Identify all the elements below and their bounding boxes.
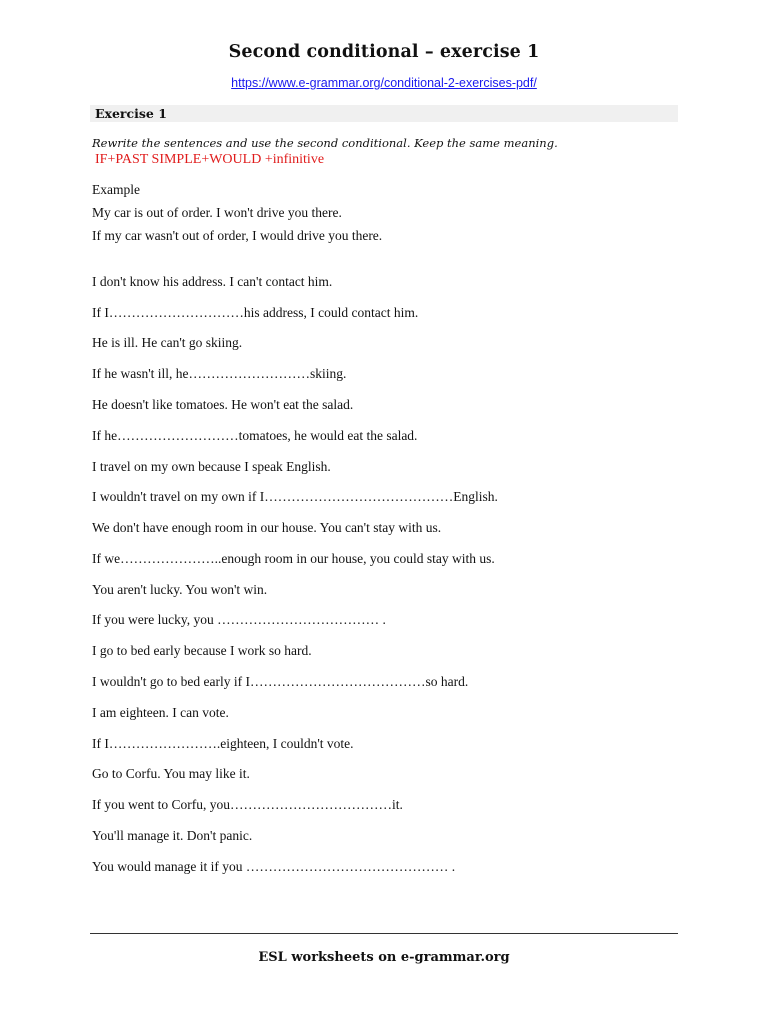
item-9-prompt: Go to Corfu. You may like it.: [92, 766, 250, 781]
item-10-prompt: You'll manage it. Don't panic.: [92, 828, 253, 843]
exercise-heading-bar: [90, 105, 678, 122]
footer-text: ESL worksheets on e-grammar.org: [258, 950, 510, 965]
item-8-answer: If I…………………….eighteen, I couldn't vote.: [92, 736, 354, 751]
example-label: Example: [92, 182, 140, 197]
item-5-prompt: We don't have enough room in our house. You can't stay with us.: [92, 520, 442, 535]
item-4-prompt: I travel on my own because I speak English.: [92, 459, 331, 474]
item-5-answer: If we…………………..enough room in our house, you could stay with us.: [92, 551, 495, 566]
item-9-answer: If you went to Corfu, you………………………………it.: [92, 797, 403, 812]
item-6-prompt: You aren't lucky. You won't win.: [92, 582, 268, 597]
item-3-prompt: He doesn't like tomatoes. He won't eat the salad.: [92, 397, 354, 412]
item-8-prompt: I am eighteen. I can vote.: [92, 705, 229, 720]
example-answer-sentence: If my car wasn't out of order, I would drive you there.: [92, 228, 383, 243]
item-2-prompt: He is ill. He can't go skiing.: [92, 335, 243, 350]
example-original-sentence: My car is out of order. I won't drive you there.: [92, 205, 342, 220]
page-title: Second conditional – exercise 1: [228, 42, 540, 62]
item-6-answer: If you were lucky, you ……………………………… .: [92, 612, 386, 627]
exercise-instruction: Rewrite the sentences and use the second conditional. Keep the same meaning.: [92, 136, 558, 150]
source-link[interactable]: https://www.e-grammar.org/conditional-2-exercises-pdf/: [231, 76, 537, 90]
grammar-formula: IF+PAST SIMPLE+WOULD +infinitive: [95, 152, 325, 167]
item-1-answer: If I…………………………his address, I could contact him.: [92, 305, 419, 320]
footer-divider: [90, 933, 678, 934]
exercise-heading: Exercise 1: [95, 106, 167, 121]
item-10-answer: You would manage it if you ……………………………………… .: [92, 859, 456, 874]
item-3-answer: If he………………………tomatoes, he would eat the salad.: [92, 428, 418, 443]
item-2-answer: If he wasn't ill, he………………………skiing.: [92, 366, 347, 381]
item-1-prompt: I don't know his address. I can't contact him.: [92, 274, 333, 289]
item-7-answer: I wouldn't go to bed early if I…………………………………so hard.: [92, 674, 469, 689]
item-4-answer: I wouldn't travel on my own if I……………………………………English.: [92, 489, 498, 504]
item-7-prompt: I go to bed early because I work so hard.: [92, 643, 312, 658]
